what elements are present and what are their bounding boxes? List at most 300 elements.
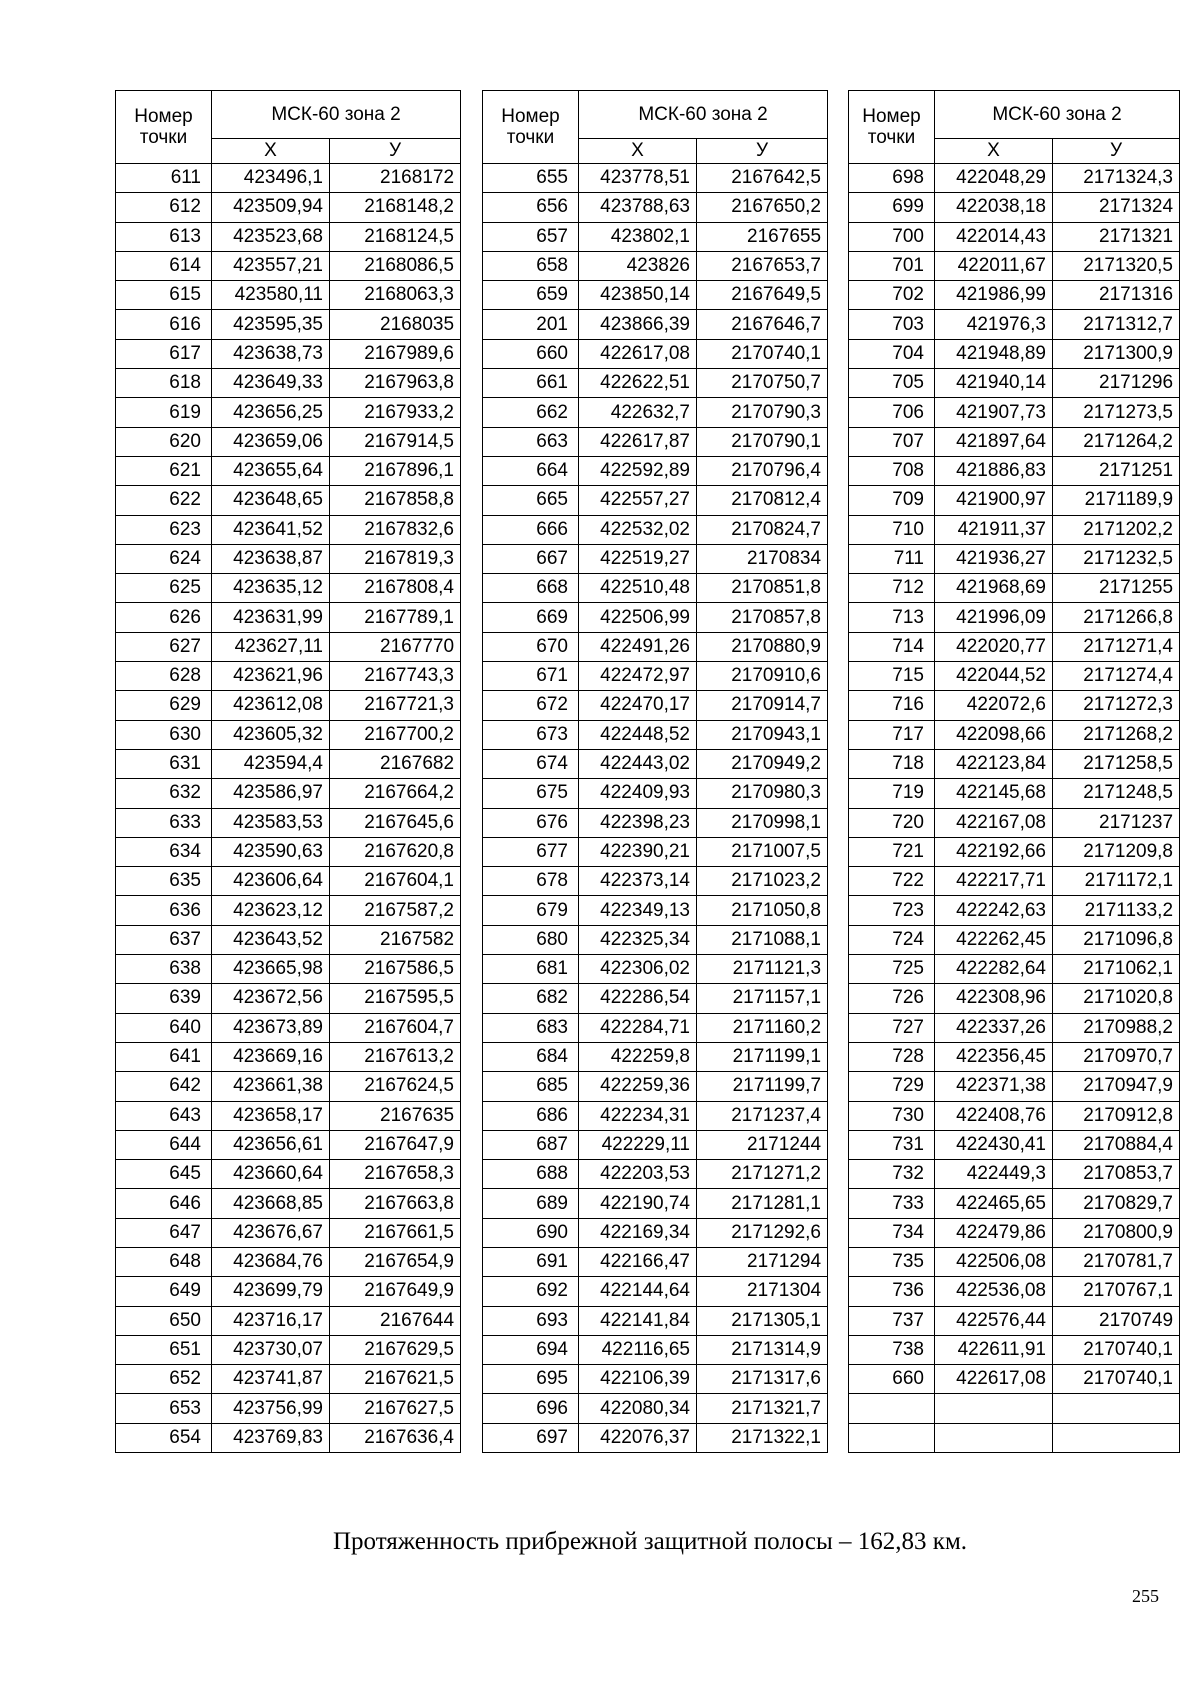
x-coordinate-cell: 422259,36: [579, 1072, 697, 1101]
point-number-cell: 714: [849, 632, 935, 661]
y-coordinate-cell: 2171133,2: [1053, 896, 1180, 925]
x-coordinate-cell: 423665,98: [212, 955, 330, 984]
x-coordinate-cell: 422506,08: [935, 1247, 1053, 1276]
table-row: [483, 369, 828, 398]
x-coordinate-cell: 421886,83: [935, 456, 1053, 485]
table-row: [849, 515, 1180, 544]
y-coordinate-cell: 2170853,7: [1053, 1160, 1180, 1189]
table-row: [849, 281, 1180, 310]
x-coordinate-cell: 422443,02: [579, 749, 697, 778]
x-coordinate-cell: 422286,54: [579, 984, 697, 1013]
table-row: [849, 1277, 1180, 1306]
point-number-cell: 736: [849, 1277, 935, 1306]
table-row: [116, 544, 461, 573]
point-number-cell: 201: [483, 310, 579, 339]
x-coordinate-cell: 423730,07: [212, 1335, 330, 1364]
y-coordinate-cell: 2171272,3: [1053, 691, 1180, 720]
table-row: [116, 164, 461, 193]
y-coordinate-cell: 2167914,5: [330, 427, 461, 456]
point-number-cell: 727: [849, 1013, 935, 1042]
point-number-cell: 611: [116, 164, 212, 193]
point-number-cell: 642: [116, 1072, 212, 1101]
x-coordinate-cell: 422371,38: [935, 1072, 1053, 1101]
x-coordinate-cell: 423769,83: [212, 1423, 330, 1452]
y-coordinate-cell: 2170740,1: [697, 339, 828, 368]
point-number-cell: 637: [116, 925, 212, 954]
footer-text: Протяженность прибрежной защитной полосы – 162,83 км.: [332, 1528, 968, 1555]
table-row: [116, 456, 461, 485]
x-coordinate-cell: 423756,99: [212, 1394, 330, 1423]
x-coordinate-cell: 421996,09: [935, 603, 1053, 632]
y-coordinate-cell: 2168063,3: [330, 281, 461, 310]
x-coordinate-cell: 421948,89: [935, 339, 1053, 368]
table-row: [483, 984, 828, 1013]
table-row: [483, 1072, 828, 1101]
y-coordinate-cell: 2167933,2: [330, 398, 461, 427]
y-coordinate-cell: 2171062,1: [1053, 955, 1180, 984]
point-number-cell: 710: [849, 515, 935, 544]
table-row: [116, 1218, 461, 1247]
x-coordinate-cell: 421900,97: [935, 486, 1053, 515]
table-row: [849, 720, 1180, 749]
x-coordinate-cell: 423669,16: [212, 1042, 330, 1071]
table-row: [849, 896, 1180, 925]
point-number-cell: 649: [116, 1277, 212, 1306]
point-number-cell: 628: [116, 662, 212, 691]
x-coordinate-cell: 423638,87: [212, 544, 330, 573]
y-coordinate-cell: 2171023,2: [697, 867, 828, 896]
y-coordinate-cell: 2167989,6: [330, 339, 461, 368]
y-coordinate-cell: 2171237: [1053, 808, 1180, 837]
y-coordinate-cell: 2171300,9: [1053, 339, 1180, 368]
point-number-cell: 617: [116, 339, 212, 368]
table-row: [849, 339, 1180, 368]
table-row: [849, 427, 1180, 456]
x-coordinate-cell: 423676,67: [212, 1218, 330, 1247]
x-coordinate-cell: 422306,02: [579, 955, 697, 984]
table-row: [116, 808, 461, 837]
x-coordinate-cell: 422622,51: [579, 369, 697, 398]
point-number-cell: 672: [483, 691, 579, 720]
table-row: [849, 398, 1180, 427]
y-coordinate-cell: 2171258,5: [1053, 749, 1180, 778]
y-coordinate-cell: 2170790,3: [697, 398, 828, 427]
y-coordinate-cell: 2171305,1: [697, 1306, 828, 1335]
table-row: [849, 193, 1180, 222]
x-coordinate-cell: 423659,06: [212, 427, 330, 456]
point-number-cell: 663: [483, 427, 579, 456]
x-coordinate-cell: 422234,31: [579, 1101, 697, 1130]
table-row: [849, 456, 1180, 485]
point-number-cell: 641: [116, 1042, 212, 1071]
y-coordinate-cell: 2171317,6: [697, 1365, 828, 1394]
x-coordinate-cell: 422242,63: [935, 896, 1053, 925]
table-row: [116, 486, 461, 515]
x-coordinate-cell: 423716,17: [212, 1306, 330, 1335]
table-row: [483, 1101, 828, 1130]
header-coordinate-system: МСК-60 зона 2: [935, 91, 1180, 139]
x-coordinate-cell: 423583,53: [212, 808, 330, 837]
table-row: [116, 603, 461, 632]
x-coordinate-cell: 421897,64: [935, 427, 1053, 456]
point-number-cell: 633: [116, 808, 212, 837]
table-row: [483, 164, 828, 193]
y-coordinate-cell: 2170740,1: [1053, 1365, 1180, 1394]
table-row: [849, 1247, 1180, 1276]
x-coordinate-cell: 423850,14: [579, 281, 697, 310]
y-coordinate-cell: 2171320,5: [1053, 251, 1180, 280]
point-number-cell: 653: [116, 1394, 212, 1423]
x-coordinate-cell: 422044,52: [935, 662, 1053, 691]
x-coordinate-cell: 422166,47: [579, 1247, 697, 1276]
x-coordinate-cell: 422617,87: [579, 427, 697, 456]
x-coordinate-cell: 421911,37: [935, 515, 1053, 544]
table-row: [483, 662, 828, 691]
x-coordinate-cell: 422532,02: [579, 515, 697, 544]
table-row: [116, 1277, 461, 1306]
y-coordinate-cell: 2171321,7: [697, 1394, 828, 1423]
table-row: [849, 1218, 1180, 1247]
x-coordinate-cell: 423802,1: [579, 222, 697, 251]
point-number-cell: 654: [116, 1423, 212, 1452]
x-coordinate-cell: 423661,38: [212, 1072, 330, 1101]
x-coordinate-cell: 423658,17: [212, 1101, 330, 1130]
y-coordinate-cell: 2167620,8: [330, 837, 461, 866]
point-number-cell: [849, 1423, 935, 1452]
point-number-cell: 615: [116, 281, 212, 310]
y-coordinate-cell: 2171096,8: [1053, 925, 1180, 954]
y-coordinate-cell: 2171268,2: [1053, 720, 1180, 749]
header-point-number: Номер точки: [483, 91, 579, 164]
table-row: [849, 632, 1180, 661]
point-number-cell: 725: [849, 955, 935, 984]
table-row: [116, 1160, 461, 1189]
x-coordinate-cell: 423741,87: [212, 1365, 330, 1394]
table-row: [483, 251, 828, 280]
table-row: [483, 339, 828, 368]
x-coordinate-cell: 422536,08: [935, 1277, 1053, 1306]
table-row: [483, 310, 828, 339]
table-row: [116, 281, 461, 310]
x-coordinate-cell: 422519,27: [579, 544, 697, 573]
x-coordinate-cell: 423623,12: [212, 896, 330, 925]
y-coordinate-cell: [1053, 1394, 1180, 1423]
y-coordinate-cell: 2170998,1: [697, 808, 828, 837]
y-coordinate-cell: 2167721,3: [330, 691, 461, 720]
table-row: [116, 955, 461, 984]
table-row: [849, 955, 1180, 984]
point-number-cell: 618: [116, 369, 212, 398]
table-row: [483, 1306, 828, 1335]
y-coordinate-cell: 2167649,9: [330, 1277, 461, 1306]
x-coordinate-cell: 421940,14: [935, 369, 1053, 398]
point-number-cell: 648: [116, 1247, 212, 1276]
y-coordinate-cell: 2170851,8: [697, 574, 828, 603]
x-coordinate-cell: 422011,67: [935, 251, 1053, 280]
y-coordinate-cell: 2171237,4: [697, 1101, 828, 1130]
point-number-cell: 640: [116, 1013, 212, 1042]
y-coordinate-cell: 2167629,5: [330, 1335, 461, 1364]
point-number-cell: 635: [116, 867, 212, 896]
point-number-cell: 644: [116, 1130, 212, 1159]
point-number-cell: 698: [849, 164, 935, 193]
y-coordinate-cell: 2171157,1: [697, 984, 828, 1013]
y-coordinate-cell: 2171248,5: [1053, 779, 1180, 808]
table-row: [116, 749, 461, 778]
y-coordinate-cell: 2167770: [330, 632, 461, 661]
point-number-cell: 717: [849, 720, 935, 749]
y-coordinate-cell: 2171007,5: [697, 837, 828, 866]
x-coordinate-cell: 422169,34: [579, 1218, 697, 1247]
y-coordinate-cell: 2167587,2: [330, 896, 461, 925]
table-row: [483, 955, 828, 984]
point-number-cell: 660: [483, 339, 579, 368]
table-row: [116, 1423, 461, 1452]
table-row: [116, 1365, 461, 1394]
x-coordinate-cell: 422203,53: [579, 1160, 697, 1189]
point-number-cell: 681: [483, 955, 579, 984]
y-coordinate-cell: 2171255: [1053, 574, 1180, 603]
x-coordinate-cell: 423656,61: [212, 1130, 330, 1159]
point-number-cell: 655: [483, 164, 579, 193]
point-number-cell: 687: [483, 1130, 579, 1159]
y-coordinate-cell: 2170943,1: [697, 720, 828, 749]
point-number-cell: 705: [849, 369, 935, 398]
table-row: [116, 1306, 461, 1335]
table-row: [483, 867, 828, 896]
table-row: [483, 1160, 828, 1189]
table-row: [849, 1042, 1180, 1071]
header-point-number: Номер точки: [849, 91, 935, 164]
y-coordinate-cell: 2170781,7: [1053, 1247, 1180, 1276]
table-row: [483, 456, 828, 485]
point-number-cell: 689: [483, 1189, 579, 1218]
y-coordinate-cell: 2171281,1: [697, 1189, 828, 1218]
x-coordinate-cell: 423635,12: [212, 574, 330, 603]
y-coordinate-cell: 2170824,7: [697, 515, 828, 544]
x-coordinate-cell: 423648,65: [212, 486, 330, 515]
x-coordinate-cell: 422576,44: [935, 1306, 1053, 1335]
point-number-cell: 713: [849, 603, 935, 632]
x-coordinate-cell: 422325,34: [579, 925, 697, 954]
table-row: [483, 515, 828, 544]
table-row: [116, 984, 461, 1013]
x-coordinate-cell: 422014,43: [935, 222, 1053, 251]
point-number-cell: 661: [483, 369, 579, 398]
y-coordinate-cell: 2170829,7: [1053, 1189, 1180, 1218]
point-number-cell: 643: [116, 1101, 212, 1130]
y-coordinate-cell: 2168124,5: [330, 222, 461, 251]
point-number-cell: 734: [849, 1218, 935, 1247]
x-coordinate-cell: 422123,84: [935, 749, 1053, 778]
point-number-cell: 729: [849, 1072, 935, 1101]
table-row: [483, 398, 828, 427]
x-coordinate-cell: 421976,3: [935, 310, 1053, 339]
point-number-cell: 656: [483, 193, 579, 222]
x-coordinate-cell: 422506,99: [579, 603, 697, 632]
y-coordinate-cell: 2171266,8: [1053, 603, 1180, 632]
table-row: [483, 896, 828, 925]
point-number-cell: 679: [483, 896, 579, 925]
table-row: [116, 369, 461, 398]
table-row: [483, 486, 828, 515]
table-row: [849, 1394, 1180, 1423]
x-coordinate-cell: 423631,99: [212, 603, 330, 632]
x-coordinate-cell: 422398,23: [579, 808, 697, 837]
y-coordinate-cell: 2170949,2: [697, 749, 828, 778]
table-row: [116, 1013, 461, 1042]
x-coordinate-cell: 421968,69: [935, 574, 1053, 603]
x-coordinate-cell: 422229,11: [579, 1130, 697, 1159]
x-coordinate-cell: 423509,94: [212, 193, 330, 222]
table-row: [849, 984, 1180, 1013]
table-row: [483, 808, 828, 837]
table-row: [849, 691, 1180, 720]
x-coordinate-cell: [935, 1423, 1053, 1452]
x-coordinate-cell: 423656,25: [212, 398, 330, 427]
point-number-cell: 688: [483, 1160, 579, 1189]
x-coordinate-cell: 422116,65: [579, 1335, 697, 1364]
header-point-number: Номер точки: [116, 91, 212, 164]
y-coordinate-cell: 2170750,7: [697, 369, 828, 398]
x-coordinate-cell: 423590,63: [212, 837, 330, 866]
point-number-cell: 715: [849, 662, 935, 691]
table-row: [483, 691, 828, 720]
x-coordinate-cell: 422167,08: [935, 808, 1053, 837]
y-coordinate-cell: 2171273,5: [1053, 398, 1180, 427]
point-number-cell: 728: [849, 1042, 935, 1071]
table-row: [116, 925, 461, 954]
x-coordinate-cell: 423621,96: [212, 662, 330, 691]
x-coordinate-cell: 422349,13: [579, 896, 697, 925]
y-coordinate-cell: 2170980,3: [697, 779, 828, 808]
point-number-cell: 733: [849, 1189, 935, 1218]
y-coordinate-cell: 2171322,1: [697, 1423, 828, 1452]
table-row: [116, 632, 461, 661]
y-coordinate-cell: 2167658,3: [330, 1160, 461, 1189]
point-number-cell: 735: [849, 1247, 935, 1276]
point-number-cell: 670: [483, 632, 579, 661]
table-row: [483, 1365, 828, 1394]
x-coordinate-cell: 422617,08: [579, 339, 697, 368]
x-coordinate-cell: 422465,65: [935, 1189, 1053, 1218]
point-number-cell: 693: [483, 1306, 579, 1335]
x-coordinate-cell: 422470,17: [579, 691, 697, 720]
x-coordinate-cell: 422217,71: [935, 867, 1053, 896]
y-coordinate-cell: 2167743,3: [330, 662, 461, 691]
point-number-cell: 723: [849, 896, 935, 925]
y-coordinate-cell: 2170796,4: [697, 456, 828, 485]
table-row: [116, 1072, 461, 1101]
point-number-cell: 694: [483, 1335, 579, 1364]
table-row: [483, 720, 828, 749]
y-coordinate-cell: 2170857,8: [697, 603, 828, 632]
y-coordinate-cell: 2167635: [330, 1101, 461, 1130]
y-coordinate-cell: 2170947,9: [1053, 1072, 1180, 1101]
table-row: [116, 1394, 461, 1423]
point-number-cell: 692: [483, 1277, 579, 1306]
x-coordinate-cell: 422491,26: [579, 632, 697, 661]
header-y: У: [330, 139, 461, 164]
point-number-cell: 680: [483, 925, 579, 954]
table-row: [849, 867, 1180, 896]
y-coordinate-cell: 2170988,2: [1053, 1013, 1180, 1042]
x-coordinate-cell: 422632,7: [579, 398, 697, 427]
table-row: [483, 1130, 828, 1159]
point-number-cell: 718: [849, 749, 935, 778]
x-coordinate-cell: 422448,52: [579, 720, 697, 749]
y-coordinate-cell: 2167646,7: [697, 310, 828, 339]
point-number-cell: 620: [116, 427, 212, 456]
table-row: [483, 1247, 828, 1276]
table-row: [849, 662, 1180, 691]
y-coordinate-cell: 2167624,5: [330, 1072, 461, 1101]
point-number-cell: 659: [483, 281, 579, 310]
y-coordinate-cell: 2171020,8: [1053, 984, 1180, 1013]
point-number-cell: 685: [483, 1072, 579, 1101]
y-coordinate-cell: 2167663,8: [330, 1189, 461, 1218]
point-number-cell: 691: [483, 1247, 579, 1276]
y-coordinate-cell: 2167655: [697, 222, 828, 251]
y-coordinate-cell: 2167819,3: [330, 544, 461, 573]
y-coordinate-cell: 2171312,7: [1053, 310, 1180, 339]
y-coordinate-cell: [1053, 1423, 1180, 1452]
table-row: [483, 1013, 828, 1042]
table-row: [483, 1042, 828, 1071]
y-coordinate-cell: 2170912,8: [1053, 1101, 1180, 1130]
y-coordinate-cell: 2167613,2: [330, 1042, 461, 1071]
point-number-cell: 630: [116, 720, 212, 749]
y-coordinate-cell: 2171304: [697, 1277, 828, 1306]
point-number-cell: 738: [849, 1335, 935, 1364]
point-number-cell: 737: [849, 1306, 935, 1335]
point-number-cell: 706: [849, 398, 935, 427]
table-row: [849, 164, 1180, 193]
x-coordinate-cell: 423668,85: [212, 1189, 330, 1218]
table-row: [483, 193, 828, 222]
y-coordinate-cell: 2170884,4: [1053, 1130, 1180, 1159]
table-row: [849, 837, 1180, 866]
y-coordinate-cell: 2171314,9: [697, 1335, 828, 1364]
y-coordinate-cell: 2167832,6: [330, 515, 461, 544]
y-coordinate-cell: 2167582: [330, 925, 461, 954]
point-number-cell: 709: [849, 486, 935, 515]
table-row: [116, 574, 461, 603]
table-row: [849, 486, 1180, 515]
table-row: [849, 1072, 1180, 1101]
point-number-cell: 669: [483, 603, 579, 632]
point-number-cell: 658: [483, 251, 579, 280]
y-coordinate-cell: 2171172,1: [1053, 867, 1180, 896]
y-coordinate-cell: 2171321: [1053, 222, 1180, 251]
point-number-cell: 622: [116, 486, 212, 515]
x-coordinate-cell: 422408,76: [935, 1101, 1053, 1130]
y-coordinate-cell: 2170970,7: [1053, 1042, 1180, 1071]
table-row: [116, 193, 461, 222]
point-number-cell: 719: [849, 779, 935, 808]
x-coordinate-cell: 422472,97: [579, 662, 697, 691]
point-number-cell: 707: [849, 427, 935, 456]
table-row: [849, 369, 1180, 398]
table-row: [116, 251, 461, 280]
table-row: [483, 1423, 828, 1452]
table-row: [849, 222, 1180, 251]
point-number-cell: 678: [483, 867, 579, 896]
page-number: 255: [1132, 1586, 1159, 1606]
y-coordinate-cell: 2171160,2: [697, 1013, 828, 1042]
x-coordinate-cell: 422409,93: [579, 779, 697, 808]
y-coordinate-cell: 2170914,7: [697, 691, 828, 720]
